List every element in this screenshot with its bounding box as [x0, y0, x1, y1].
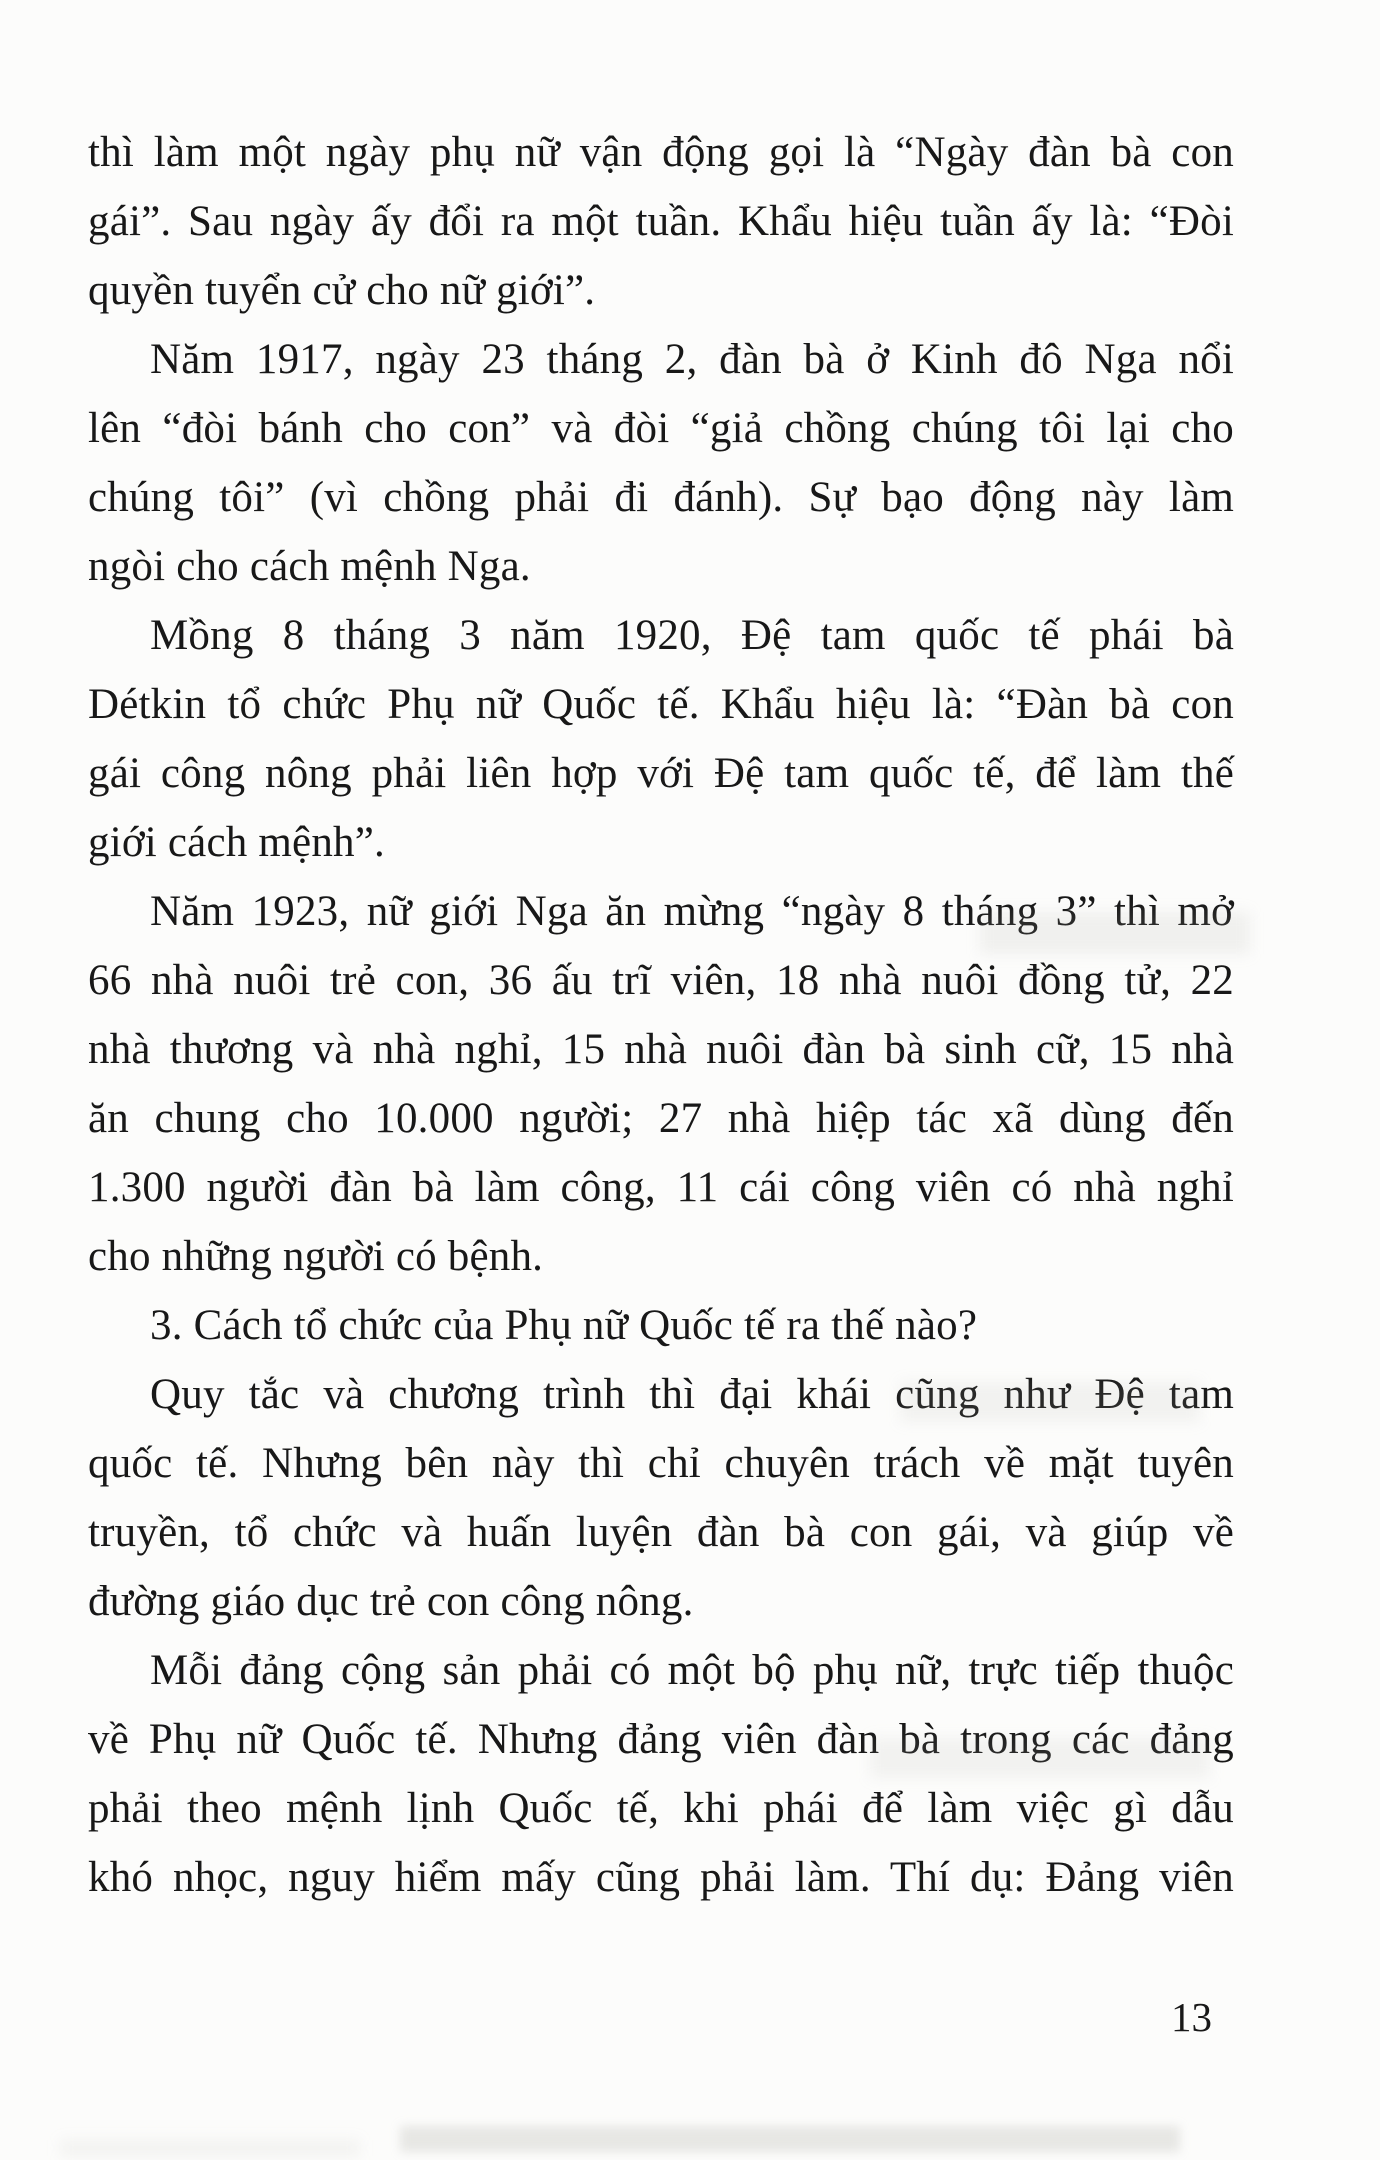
- text-line: khó nhọc, nguy hiểm mấy cũng phải làm. Thí dụ: Đảng viên: [88, 1854, 1234, 1901]
- scan-artifact: [400, 2126, 1180, 2152]
- text-line: đường giáo dục trẻ con công nông.: [88, 1578, 694, 1625]
- text-line: Mồng 8 tháng 3 năm 1920, Đệ tam quốc tế phái bà: [150, 612, 1234, 659]
- text-line: Năm 1923, nữ giới Nga ăn mừng “ngày 8 tháng 3” thì mở: [150, 888, 1234, 935]
- text-line: quyền tuyển cử cho nữ giới”.: [88, 267, 596, 314]
- paragraph: [88, 1636, 1234, 1912]
- paragraph: [88, 877, 1234, 1291]
- text-line: Quy tắc và chương trình thì đại khái cũng như Đệ tam: [150, 1371, 1234, 1418]
- text-line: Năm 1917, ngày 23 tháng 2, đàn bà ở Kinh đô Nga nổi: [150, 336, 1234, 383]
- paragraph: [88, 118, 1234, 325]
- text-line: ăn chung cho 10.000 người; 27 nhà hiệp tác xã dùng đến: [88, 1095, 1234, 1142]
- text-line: truyền, tổ chức và huấn luyện đàn bà con gái, và giúp về: [88, 1509, 1234, 1556]
- page-number: 13: [1171, 1994, 1212, 2040]
- text-line: lên “đòi bánh cho con” và đòi “giả chồng chúng tôi lại cho: [88, 405, 1234, 452]
- text-line: ngòi cho cách mệnh Nga.: [88, 543, 531, 590]
- text-line: Détkin tổ chức Phụ nữ Quốc tế. Khẩu hiệu là: “Đàn bà con: [88, 681, 1234, 728]
- text-line: về Phụ nữ Quốc tế. Nhưng đảng viên đàn bà trong các đảng: [88, 1716, 1234, 1763]
- paragraph: [88, 601, 1234, 877]
- text-line: thì làm một ngày phụ nữ vận động gọi là “Ngày đàn bà con: [88, 129, 1234, 176]
- text-line: 3. Cách tổ chức của Phụ nữ Quốc tế ra thế nào?: [150, 1302, 978, 1349]
- text-line: 66 nhà nuôi trẻ con, 36 ấu trĩ viên, 18 nhà nuôi đồng tử, 22: [88, 957, 1234, 1004]
- text-line: Mỗi đảng cộng sản phải có một bộ phụ nữ, trực tiếp thuộc: [150, 1647, 1234, 1694]
- text-line: quốc tế. Nhưng bên này thì chỉ chuyên trách về mặt tuyên: [88, 1440, 1234, 1487]
- text-line: cho những người có bệnh.: [88, 1233, 544, 1280]
- text-line: nhà thương và nhà nghỉ, 15 nhà nuôi đàn bà sinh cữ, 15 nhà: [88, 1026, 1234, 1073]
- text-line: giới cách mệnh”.: [88, 819, 385, 866]
- text-line: gái”. Sau ngày ấy đổi ra một tuần. Khẩu hiệu tuần ấy là: “Đòi: [88, 198, 1234, 245]
- text-line: chúng tôi” (vì chồng phải đi đánh). Sự bạo động này làm: [88, 474, 1234, 521]
- text-line: 1.300 người đàn bà làm công, 11 cái công viên có nhà nghỉ: [88, 1164, 1234, 1211]
- text-block: [88, 118, 1234, 1912]
- text-line: gái công nông phải liên hợp với Đệ tam quốc tế, để làm thế: [88, 750, 1234, 797]
- paragraph: [88, 1291, 1234, 1360]
- scan-artifact: [60, 2140, 360, 2156]
- text-line: phải theo mệnh lịnh Quốc tế, khi phái để làm việc gì dẫu: [88, 1785, 1234, 1832]
- paragraph: [88, 1360, 1234, 1636]
- paragraph: [88, 325, 1234, 601]
